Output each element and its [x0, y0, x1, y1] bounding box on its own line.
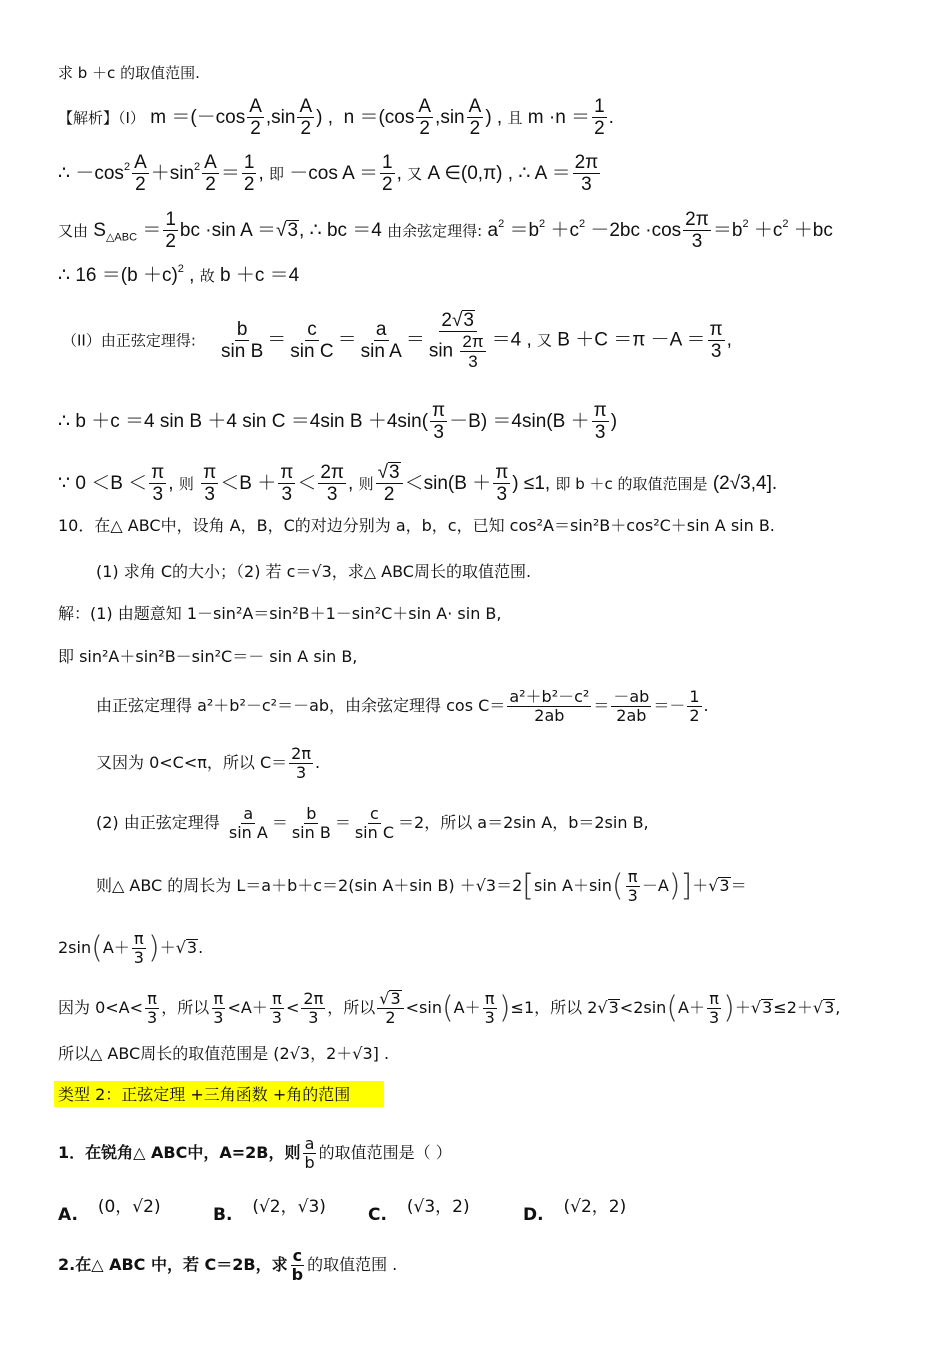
option-c[interactable]	[368, 1197, 470, 1225]
solution-10-step6: 则△ ABC 的周长为 L＝a＋b＋c＝2(sin A＋sin B) ＋√3＝2[sin A＋sin( $\frac{\pi}{3}$ －A)]＋√3＝	[96, 867, 747, 905]
qie-word: 且	[507, 108, 523, 127]
analysis-label: 【解析】（I）	[58, 108, 145, 127]
option-a-value: (0，√2)	[97, 1197, 161, 1217]
line-solution-1: 【解析】（I） m ＝(－cos $\frac{A}{2}$ ,sin $\frac{A}{2}$ ) , n ＝(cos $\frac{A}{2}$ ,sin $\frac{A}{2}$ ) , 且 m ·n ＝ $\frac{1}{2}$ .	[58, 96, 614, 140]
question-2: 2.在△ ABC 中，若 C＝2B，求 $\frac{c}{b}$ 的取值范围 .	[58, 1246, 398, 1284]
option-d[interactable]	[523, 1197, 627, 1225]
solution-10-step3: 由正弦定理得 a²＋b²－c²＝－ab，由余弦定理得 cos C＝ $\frac{\text{a²＋b²－c²}}{2ab}$ ＝ $\frac{-ab}{2ab}$ ＝－ $\frac{1}{2}$ .	[96, 687, 709, 725]
suoyi-1: 所以	[177, 997, 210, 1017]
option-a-label: A.	[58, 1205, 78, 1225]
step3-prefix: 由正弦定理得 a²＋b²－c²＝－ab，由余弦定理得 cos C＝	[96, 695, 506, 715]
step7-text: 2sin	[58, 937, 92, 957]
step6-prefix: 则△ ABC 的周长为 L＝a＋b＋c＝2(sin A＋sin B) ＋√3＝2	[96, 875, 523, 895]
line-solution-4: ∴ $16 =(b +c)^2$ , 故 b ＋c ＝4	[58, 263, 300, 286]
suoyi-3: 所以	[550, 997, 583, 1017]
step8-prefix: 因为 0<A<	[58, 997, 144, 1017]
suoyi-2: 所以	[343, 997, 376, 1017]
question-1: 1．在锐角△ ABC中，A=2B，则 $\frac{a}{b}$ 的取值范围是（ ）	[58, 1134, 452, 1172]
solution-10-step9: 所以△ ABC周长的取值范围是 (2√3，2＋√3] .	[58, 1044, 390, 1063]
step5-prefix: (2) 由正弦定理得	[96, 812, 220, 832]
q2-suffix: 的取值范围 .	[307, 1254, 398, 1274]
line-part-2c: ∵ 0 ＜B ＜ $\frac{\pi}{3}$ , 则 $\frac{\pi}{3}$ ＜B ＋ $\frac{\pi}{3}$ ＜ $\frac{2\pi}{3}$ , 则 $\frac{√3}{2}$ ＜sin(B ＋ $\frac{\pi}{3}$ ) ≤1, 即 b ＋c 的取值范围是 (2√3,4].	[58, 462, 778, 506]
ze-word: 则	[178, 474, 194, 493]
step5-suffix: ＝2，所以 a＝2sin A，b＝2sin B,	[398, 812, 649, 832]
line-solution-2: ∴ $-\cos^2$ $\frac{A}{2}$ $+\sin^2$ $\frac{A}{2}$ ＝ $\frac{1}{2}$ , 即 －cos A ＝ $\frac{1}{2}$ , 又 A ∈(0,π) , ∴ A ＝ $\frac{2\pi}{3}$	[58, 152, 599, 196]
solution-10-step5: (2) 由正弦定理得 $\frac{a}{\text{sin A}}$ ＝ $\frac{b}{\text{sin B}}$ ＝ $\frac{c}{\text{sin C}}$ ＝2，所以 a＝2sin A，b＝2sin B,	[96, 804, 649, 842]
solution-10-step8: 因为 0<A< $\frac{\pi}{3}$ ，所以 $\frac{\pi}{3}$ <A＋ $\frac{\pi}{3}$ < $\frac{2\pi}{3}$ ，所以 $\frac{√3}{2}$ <sin(A＋ $\frac{\pi}{3}$ )≤1，所以 2√3<2sin(A＋ $\frac{\pi}{3}$ )＋√3≤2＋√3,	[58, 989, 841, 1027]
q1-suffix: 的取值范围是（ ）	[318, 1142, 452, 1162]
final-interval: (2√3,4].	[712, 472, 778, 494]
option-d-value: (√2，2)	[563, 1197, 627, 1217]
q2-prefix: 2.在△ ABC 中，若 C＝2B，求	[58, 1254, 288, 1274]
problem-10-title: 10．在△ ABC中，设角 A，B，C的对边分别为 a，b，c，已知 cos²A＝sin²B＋cos²C＋sin A sin B.	[58, 516, 775, 535]
option-c-label: C.	[368, 1205, 387, 1225]
line-solution-3: 又由 $S_{\triangle ABC}$ ＝ $\frac{1}{2}$ bc ·sin A ＝√3, ∴ bc ＝4 由余弦定理得: $a^2 =b^2 +c^2 -2bc \cdot\cos$ $\frac{2\pi}{3}$ $=b^2 +c^2 +bc$	[58, 209, 833, 253]
ask-text: 求 b ＋c 的取值范围.	[58, 64, 200, 82]
option-b-label: B.	[213, 1205, 233, 1225]
you-word-2: 又	[537, 331, 553, 350]
cosine-law-word: 由余弦定理得:	[387, 221, 483, 240]
line-part-2b: ∴ b ＋c ＝4 sin B ＋4 sin C ＝4sin B ＋4sin( $\frac{\pi}{3}$ －B) ＝4sin(B ＋ $\frac{\pi}{3}$ )	[58, 400, 618, 444]
option-a[interactable]	[58, 1197, 161, 1225]
line-part-2: （II）由正弦定理得: $\frac{b}{\text{sin B}}$ ＝ $\frac{c}{\text{sin C}}$ ＝ $\frac{a}{\text{sin A}}$ ＝ 2√3 sin $\frac{2\pi}{3}$ ＝4 , 又 B ＋C ＝π －A ＝ $\frac{\pi}{3}$ ,	[62, 310, 732, 372]
solution-10-step4: 又因为 0<C<π，所以 C＝ $\frac{2\pi}{3}$ .	[96, 744, 321, 782]
youyou-word: 又由	[58, 221, 89, 240]
option-b-value: (√2，√3)	[252, 1197, 326, 1217]
type2-heading: 类型 2：正弦定理 +三角函数 +角的范围	[58, 1085, 351, 1104]
option-b[interactable]	[213, 1197, 326, 1225]
option-d-label: D.	[523, 1205, 544, 1225]
solution-10-step2: 即 sin²A＋sin²B－sin²C＝－ sin A sin B,	[58, 647, 358, 666]
solution-10-step7: 2sin(A＋ $\frac{\pi}{3}$ )＋√3.	[58, 929, 204, 967]
ji-word-1: 即	[269, 164, 285, 183]
range-text: 即 b ＋c 的取值范围是	[555, 474, 708, 493]
part2-label: （II）由正弦定理得:	[62, 331, 196, 350]
step4-text: 又因为 0<C<π，所以 C＝	[96, 752, 288, 772]
you-word: 又	[407, 164, 423, 183]
option-c-value: (√3，2)	[406, 1197, 470, 1217]
q1-prefix: 1．在锐角△ ABC中，A=2B，则	[58, 1142, 301, 1162]
line-ask	[58, 62, 200, 84]
gu-word: 故	[199, 267, 215, 285]
ze-word-2: 则	[358, 474, 374, 493]
problem-10-questions: (1) 求角 C的大小；（2) 若 c＝√3，求△ ABC周长的取值范围.	[96, 562, 532, 581]
solution-10-step1: 解：(1) 由题意知 1－sin²A＝sin²B＋1－sin²C＋sin A· sin B,	[58, 604, 502, 623]
